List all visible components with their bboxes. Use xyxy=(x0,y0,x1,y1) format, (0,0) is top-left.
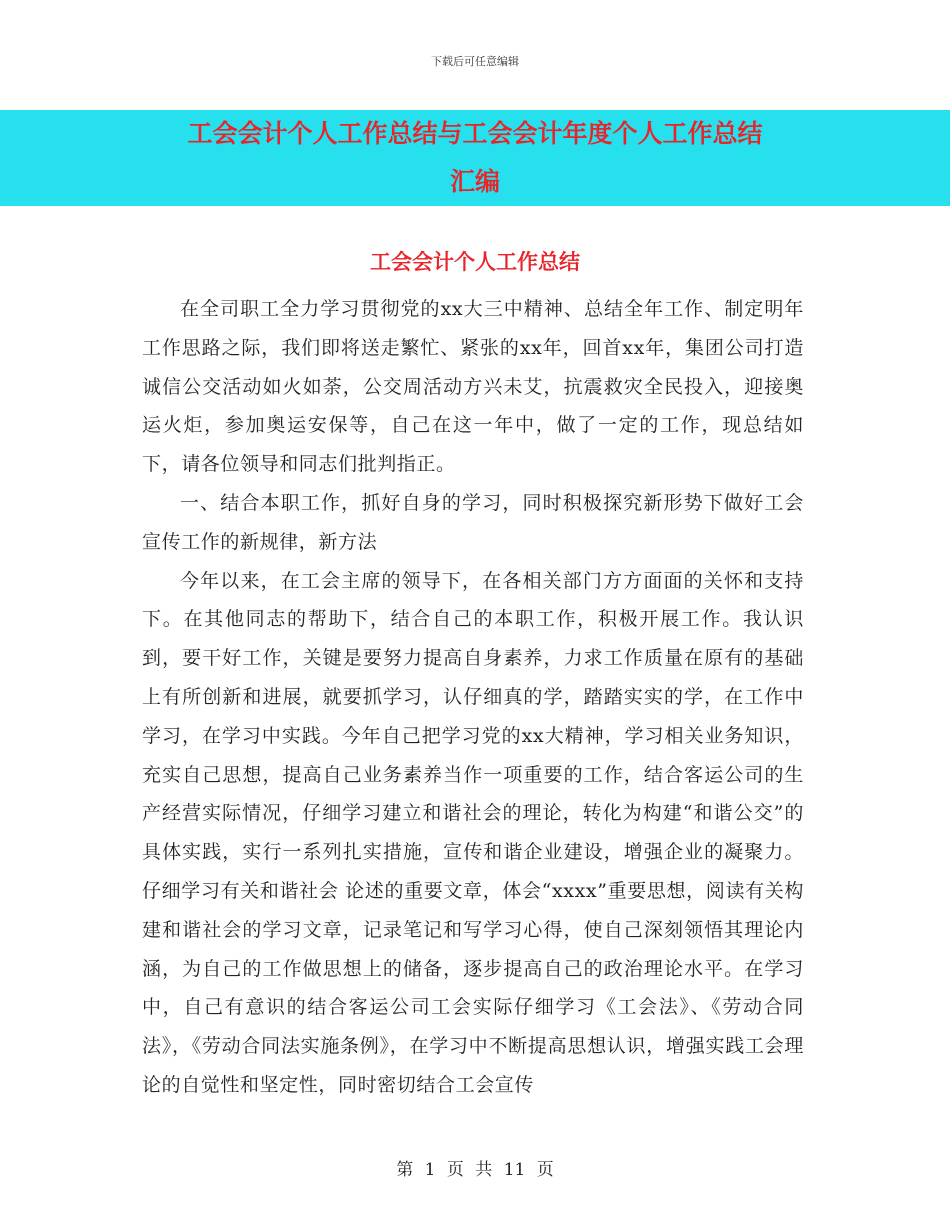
paragraph-intro: 在全司职工全力学习贯彻党的xx大三中精神、总结全年工作、制定明年工作思路之际，我们即将送走繁忙、紧张的xx年，回首xx年，集团公司打造诚信公交活动如火如荼，公交周活动方兴未艾，抗震救灾全民投入，迎接奥运火炬，参加奥运安保等，自己在这一年中，做了一定的工作，现总结如下，请各位领导和同志们批判指正。 xyxy=(142,298,804,476)
paragraph-heading-1: 一、结合本职工作，抓好自身的学习，同时积极探究新形势下做好工会宣传工作的新规律，新方法 xyxy=(142,491,804,553)
document-title-line-2: 汇编 xyxy=(449,167,500,196)
document-title-line-1: 工会会计个人工作总结与工会会计年度个人工作总结 xyxy=(187,119,763,148)
document-title xyxy=(0,110,950,206)
paragraph-body: 今年以来，在工会主席的领导下，在各相关部门方方面面的关怀和支持下。在其他同志的帮助下，结合自己的本职工作，积极开展工作。我认识到，要干好工作，关键是要努力提高自身素养，力求工作质量在原有的基础上有所创新和进展，就要抓学习，认仔细真的学，踏踏实实的学，在工作中学习，在学习中实践。今年自己把学习党的xx大精神，学习相关业务知识，充实自己思想，提高自己业务素养当作一项重要的工作，结合客运公司的生产经营实际情况，仔细学习建立和谐社会的理论，转化为构建“和谐公交”的具体实践，实行一系列扎实措施，宣传和谐企业建设，增强企业的凝聚力。仔细学习有关和谐社会 论述的重要文章，体会“xxxx”重要思想，阅读有关构建和谐社会的学习文章，记录笔记和写学习心得，使自己深刻领悟其理论内涵，为自己的工作做思想上的储备，逐步提高自己的政治理论水平。在学习中，自己有意识的结合客运公司工会实际仔细学习《工会法》、《劳动合同法》，《劳动合同法实施条例》，在学习中不断提高思想认识，增强实践工会理论的自觉性和坚定性，同时密切结合工会宣传 xyxy=(142,569,804,1096)
body-text xyxy=(142,290,804,1105)
page-footer: 第 1 页 共 11 页 xyxy=(396,1160,554,1180)
section-title: 工会会计个人工作总结 xyxy=(370,249,580,274)
header-note: 下载后可任意编辑 xyxy=(431,55,519,68)
